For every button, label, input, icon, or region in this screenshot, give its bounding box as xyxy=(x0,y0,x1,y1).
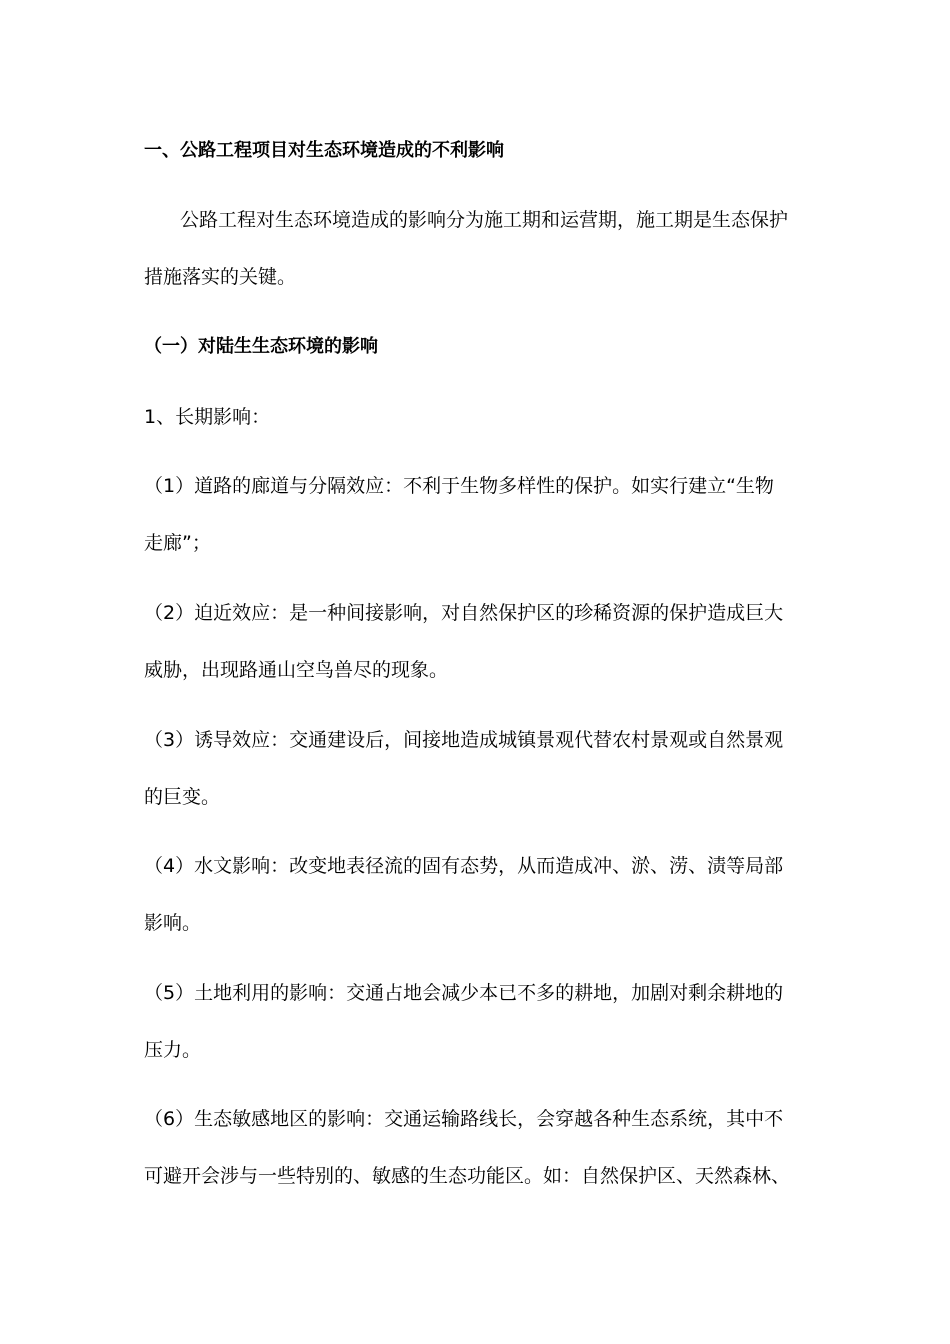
item-1-line-2: 走廊”； xyxy=(144,532,211,554)
subheading-long-term: 1、长期影响： xyxy=(144,406,271,428)
item-6-line-2: 可避开会涉与一些特别的、敏感的生态功能区。如：自然保护区、天然森林、 xyxy=(144,1165,791,1187)
item-5-line-1: （5）土地利用的影响：交通占地会减少本已不多的耕地，加剧对剩余耕地的 xyxy=(144,982,784,1004)
item-3-line-2: 的巨变。 xyxy=(144,786,221,808)
subsection-heading: （一）对陆生生态环境的影响 xyxy=(144,336,378,357)
item-1-line-1: （1）道路的廊道与分隔效应：不利于生物多样性的保护。如实行建立“生物 xyxy=(144,475,774,497)
item-6-line-1: （6）生态敏感地区的影响：交通运输路线长，会穿越各种生态系统，其中不 xyxy=(144,1108,784,1130)
section-heading: 一、公路工程项目对生态环境造成的不利影响 xyxy=(144,140,504,161)
intro-line-2: 措施落实的关键。 xyxy=(144,266,297,288)
item-2-line-1: （2）迫近效应：是一种间接影响，对自然保护区的珍稀资源的保护造成巨大 xyxy=(144,602,784,624)
item-5-line-2: 压力。 xyxy=(144,1039,202,1061)
item-4-line-1: （4）水文影响：改变地表径流的固有态势，从而造成冲、淤、涝、渍等局部 xyxy=(144,855,784,877)
item-4-line-2: 影响。 xyxy=(144,912,202,934)
item-3-line-1: （3）诱导效应：交通建设后，间接地造成城镇景观代替农村景观或自然景观 xyxy=(144,729,784,751)
item-2-line-2: 威胁，出现路通山空鸟兽尽的现象。 xyxy=(144,659,449,681)
intro-line-1: 公路工程对生态环境造成的影响分为施工期和运营期，施工期是生态保护 xyxy=(180,209,789,231)
